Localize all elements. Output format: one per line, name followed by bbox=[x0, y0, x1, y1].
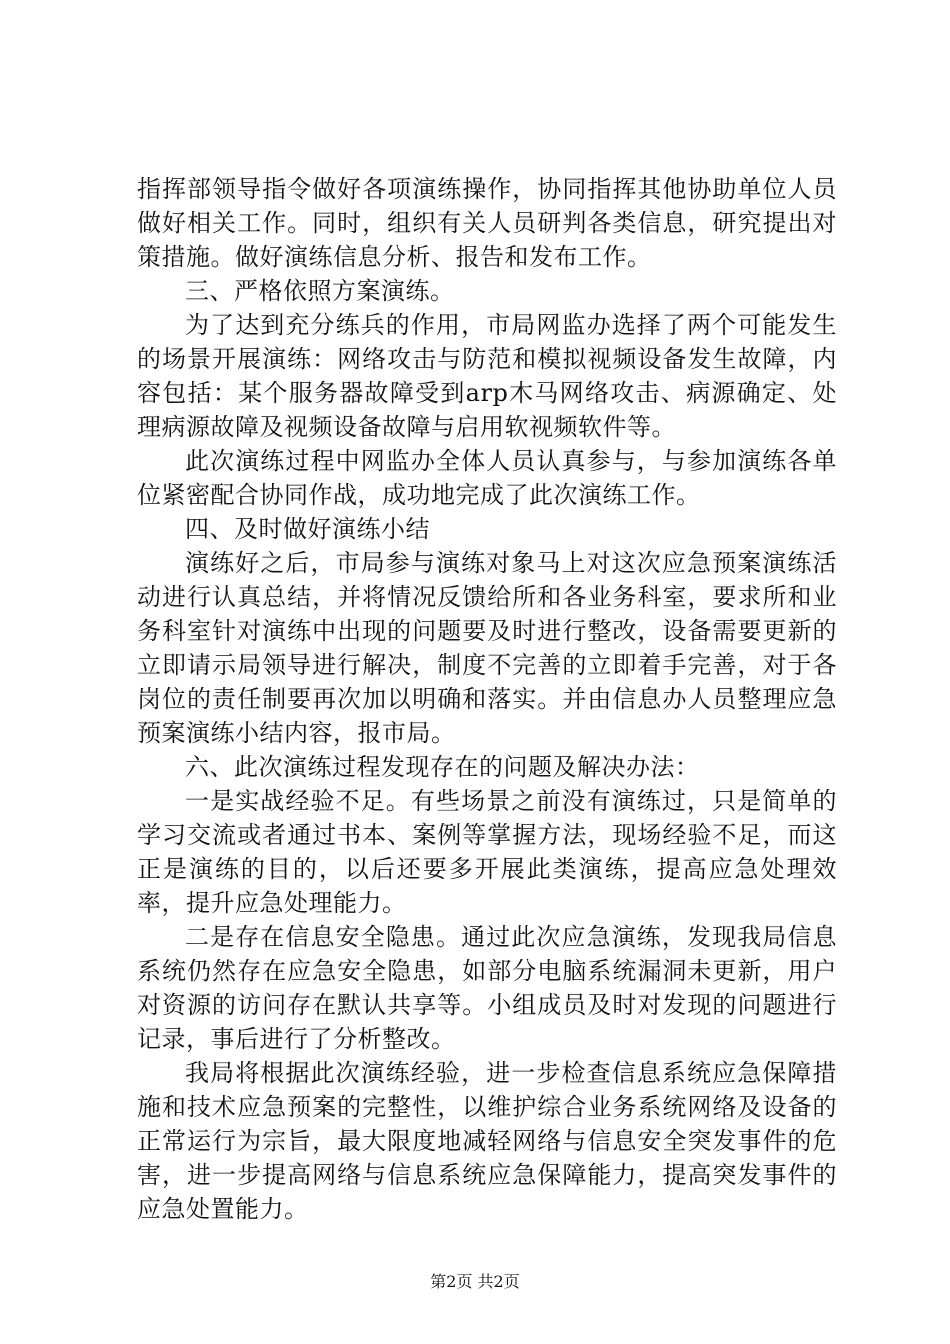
paragraph: 我局将根据此次演练经验，进一步检查信息系统应急保障措施和技术应急预案的完整性，以维护综合业务系统网络及设备的正常运行为宗旨，最大限度地减轻网络与信息安全突发事件的危害，进一步提高网络与信息系统应急保障能力，提高突发事件的应急处置能力。 bbox=[137, 1059, 837, 1223]
section-heading-four: 四、及时做好演练小结 bbox=[185, 515, 430, 543]
document-body bbox=[137, 172, 837, 1226]
paragraph-continued: 指挥部领导指令做好各项演练操作，协同指挥其他协助单位人员做好相关工作。同时，组织有关人员研判各类信息，研究提出对策措施。做好演练信息分析、报告和发布工作。 bbox=[137, 175, 837, 271]
paragraph: 此次演练过程中网监办全体人员认真参与，与参加演练各单位紧密配合协同作战，成功地完成了此次演练工作。 bbox=[137, 447, 837, 509]
paragraph: 演练好之后，市局参与演练对象马上对这次应急预案演练活动进行认真总结，并将情况反馈给所和各业务科室，要求所和业务科室针对演练中出现的问题要及时进行整改，设备需要更新的立即请示局领导进行解决，制度不完善的立即着手完善，对于各岗位的责任制要再次加以明确和落实。并由信息办人员整理应急预案演练小结内容，报市局。 bbox=[137, 549, 837, 747]
section-heading-six: 六、此次演练过程发现存在的问题及解决办法： bbox=[185, 753, 700, 781]
paragraph: 二是存在信息安全隐患。通过此次应急演练，发现我局信息系统仍然存在应急安全隐患，如部分电脑系统漏洞未更新，用户对资源的访问存在默认共享等。小组成员及时对发现的问题进行记录，事后进行了分析整改。 bbox=[137, 923, 837, 1053]
paragraph: 一是实战经验不足。有些场景之前没有演练过，只是简单的学习交流或者通过书本、案例等掌握方法，现场经验不足，而这正是演练的目的，以后还要多开展此类演练，提高应急处理效率，提升应急处理能力。 bbox=[137, 787, 837, 917]
page-footer: 第2页 共2页 bbox=[430, 1272, 520, 1291]
section-heading-three: 三、严格依照方案演练。 bbox=[185, 277, 455, 305]
paragraph: 为了达到充分练兵的作用，市局网监办选择了两个可能发生的场景开展演练：网络攻击与防范和模拟视频设备发生故障，内容包括：某个服务器故障受到arp木马网络攻击、病源确定、处理病源故障及视频设备故障与启用软视频软件等。 bbox=[137, 311, 837, 441]
